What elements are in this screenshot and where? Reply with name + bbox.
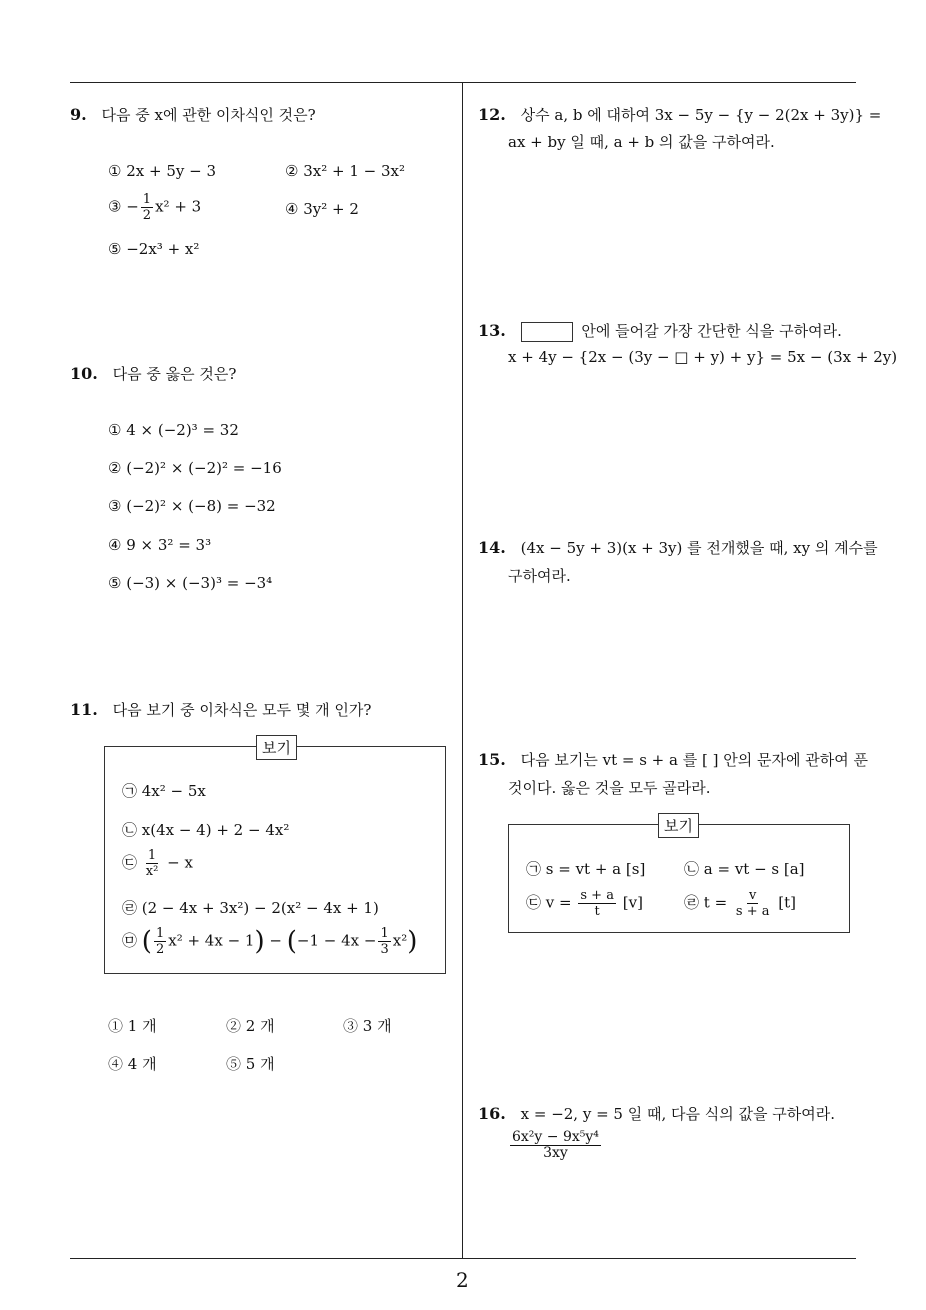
q15-item-3: ㉢ v = $\frac{s + a}{t}$ [v]: [526, 888, 643, 919]
q10-choice-5[interactable]: ⑤ (−3) × (−3)³ = −3⁴: [108, 574, 273, 592]
q14-line1: (4x − 5y + 3)(x + 3y) 를 전개했을 때, xy 의 계수를: [520, 539, 878, 557]
q11-choice-4[interactable]: ④ 4 개: [108, 1055, 157, 1073]
q11-item-3-fraction: $\frac{1}{\text{x²}}$: [145, 848, 159, 879]
q16-number: 16.: [478, 1104, 506, 1123]
bottom-rule: [70, 1258, 856, 1259]
q15-line2: 것이다. 옳은 것을 모두 골라라.: [508, 779, 711, 797]
q11-number: 11.: [70, 700, 98, 719]
page-number: 2: [456, 1268, 469, 1292]
q13-stem: [478, 320, 842, 342]
q14-line2: 구하여라.: [508, 567, 571, 585]
q16-expression: [508, 1130, 603, 1161]
q11-item-5-frac1: $\frac{1}{2}$: [155, 926, 165, 957]
top-rule: [70, 82, 856, 83]
q13-line2: x + 4y − {2x − (3y − □ + y) + y} = 5x − (3x + 2y): [508, 348, 898, 366]
q11-item-1: ㉠ 4x² − 5x: [122, 782, 206, 800]
q11-choice-5[interactable]: ⑤ 5 개: [226, 1055, 275, 1073]
q10-stem: [70, 363, 236, 384]
q13-line1: 안에 들어갈 가장 간단한 식을 구하여라.: [581, 322, 842, 340]
q11-item-5: ㉤ ( $\frac{1}{2}$ x² + 4x − 1) − (−1 − 4x − $\frac{1}{3}$ x²): [122, 926, 418, 957]
q9-c3-fraction: $\frac{1}{2}$: [142, 192, 152, 223]
q12-stem: [478, 104, 881, 125]
q9-choice-1[interactable]: ① 2x + 5y − 3: [108, 162, 216, 180]
q9-choice-2[interactable]: ② 3x² + 1 − 3x²: [285, 162, 405, 180]
q10-number: 10.: [70, 364, 98, 383]
q10-choice-3[interactable]: ③ (−2)² × (−8) = −32: [108, 497, 276, 515]
q12-line2: ax + by 일 때, a + b 의 값을 구하여라.: [508, 133, 775, 151]
q15-item-4: ㉣ t = $\frac{v}{s + a}$ [t]: [684, 888, 797, 919]
q12-line1: 상수 a, b 에 대하여 3x − 5y − {y − 2(2x + 3y)} =: [520, 106, 882, 124]
q13-number: 13.: [478, 321, 506, 340]
q11-choice-2[interactable]: ② 2 개: [226, 1017, 275, 1035]
q9-text: 다음 중 x에 관한 이차식인 것은?: [101, 106, 316, 124]
q9-number: 9.: [70, 105, 87, 124]
q11-box-label: 보기: [256, 735, 297, 760]
q16-fraction: $\frac{\text{6x²y − 9x⁵y⁴}}{3xy}$: [512, 1129, 599, 1161]
q15-item-4-fraction: $\frac{v}{s + a}$: [735, 888, 770, 919]
column-divider: [462, 82, 463, 1259]
q14-stem: [478, 537, 878, 558]
q13-answer-blank[interactable]: [521, 322, 573, 342]
q10-choice-4[interactable]: ④ 9 × 3² = 3³: [108, 536, 212, 554]
q15-box-label: 보기: [658, 813, 699, 838]
q16-line1: x = −2, y = 5 일 때, 다음 식의 값을 구하여라.: [520, 1105, 835, 1123]
q15-stem: [478, 749, 868, 770]
q11-stem: [70, 699, 371, 720]
q16-stem: [478, 1103, 835, 1124]
q12-number: 12.: [478, 105, 506, 124]
q11-choice-3[interactable]: ③ 3 개: [343, 1017, 392, 1035]
q15-number: 15.: [478, 750, 506, 769]
q9-choice-4[interactable]: ④ 3y² + 2: [285, 200, 359, 218]
q11-item-4: ㉣ (2 − 4x + 3x²) − 2(x² − 4x + 1): [122, 899, 379, 917]
q10-choice-2[interactable]: ② (−2)² × (−2)² = −16: [108, 459, 282, 477]
q11-item-2: ㉡ x(4x − 4) + 2 − 4x²: [122, 821, 290, 839]
q9-stem: [70, 104, 316, 125]
q10-choice-1[interactable]: ① 4 × (−2)³ = 32: [108, 421, 239, 439]
q15-item-3-fraction: $\frac{s + a}{t}$: [580, 888, 614, 919]
q11-item-5-frac2: $\frac{1}{3}$: [380, 926, 389, 957]
q9-choice-3[interactable]: ③ − $\frac{1}{2}$ x² + 3: [108, 192, 202, 223]
q15-item-2: ㉡ a = vt − s [a]: [684, 860, 805, 878]
q11-text: 다음 보기 중 이차식은 모두 몇 개 인가?: [112, 701, 372, 719]
q15-item-1: ㉠ s = vt + a [s]: [526, 860, 646, 878]
q14-number: 14.: [478, 538, 506, 557]
q15-line1: 다음 보기는 vt = s + a 를 [ ] 안의 문자에 관하여 푼: [520, 751, 868, 769]
q11-item-3: ㉢ $\frac{1}{\text{x²}}$ − x: [122, 848, 193, 879]
q11-choice-1[interactable]: ① 1 개: [108, 1017, 157, 1035]
q9-choice-5[interactable]: ⑤ −2x³ + x²: [108, 240, 200, 258]
q10-text: 다음 중 옳은 것은?: [112, 365, 237, 383]
